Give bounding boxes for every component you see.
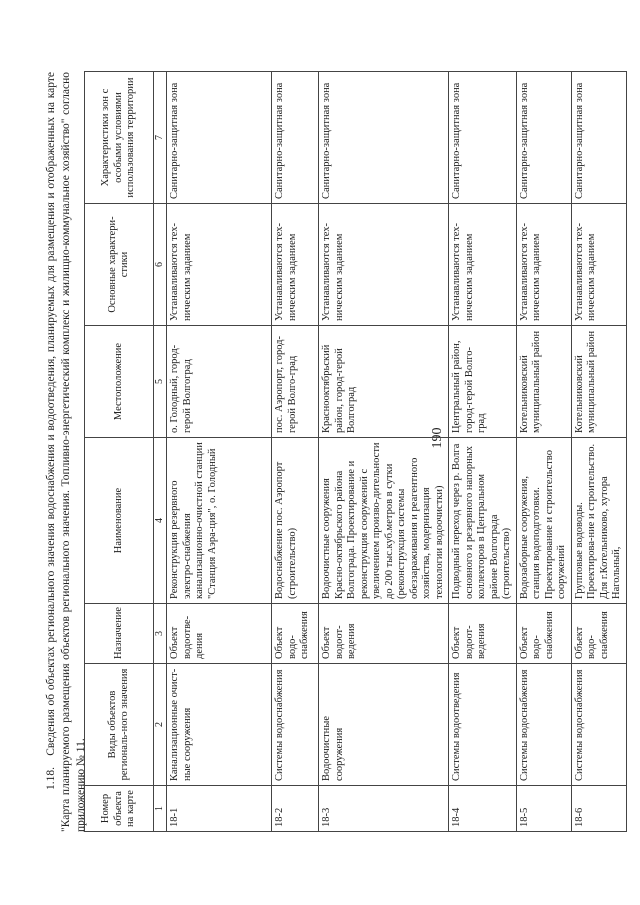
cell-name: Реконструкция резервного электро-снабжения канализационно-очистной станции "Станция Аэра-ция", о. Голодный [167, 438, 272, 604]
header-characteristics: Основные характери-стики [85, 204, 154, 326]
cell-object-number: 18-5 [516, 786, 571, 832]
cell-object-number: 18-2 [272, 786, 319, 832]
cell-purpose: Объект водоотве-дения [167, 604, 272, 664]
caption-number: 1.18. [45, 767, 57, 790]
cell-object-number: 18-6 [571, 786, 626, 832]
cell-location: Котельниковский муниципальный район [571, 326, 626, 438]
column-number: 2 [154, 664, 167, 786]
cell-purpose: Объект водоот-ведения [319, 604, 449, 664]
cell-purpose: Объект водоот-ведения [449, 604, 517, 664]
cell-characteristics: Устанавливаются тех-ническим заданием [319, 204, 449, 326]
cell-object-number: 18-1 [167, 786, 272, 832]
cell-characteristics: Устанавливаются тех-ническим заданием [571, 204, 626, 326]
table-row [571, 72, 626, 832]
cell-name: Подводный переход через р. Волга основного и резервного напорных коллекторов в Центральном районе Волгограда (строительство) [449, 438, 517, 604]
cell-name: Водозаборные сооружения, станция водоподготовки. Проектирование и строительство сооружений [516, 438, 571, 604]
cell-location: Котельниковский муниципальный район [516, 326, 571, 438]
section-caption [44, 72, 89, 832]
cell-characteristics: Устанавливаются тех-ническим заданием [516, 204, 571, 326]
table-row [319, 72, 449, 832]
header-object-number: Номер объекта на карте [85, 786, 154, 832]
table-row [167, 72, 272, 832]
cell-object-type: Системы водоснабжения [272, 664, 319, 786]
cell-location: о. Голодный, город-герой Волгоград [167, 326, 272, 438]
header-object-type: Виды объектов региональ-ного значения [85, 664, 154, 786]
cell-purpose: Объект водо-снабжения [571, 604, 626, 664]
cell-zones: Санитарно-защитная зона [516, 72, 571, 204]
header-zones: Характеристики зон с особыми условиями использования территории [85, 72, 154, 204]
cell-characteristics: Устанавливаются тех-ническим заданием [272, 204, 319, 326]
cell-characteristics: Устанавливаются тех-ническим заданием [449, 204, 517, 326]
cell-object-type: Системы водоснабжения [516, 664, 571, 786]
cell-name: Водоочистные сооружения Красно-октябрьского района Волгограда. Проектирование и реконструкция сооружений с увеличением произво-дительности до 200 тыс.куб.метров в сутки (реконструкция системы обеззараживания и реагентного хозяйства, модернизация технологии водоочистки) [319, 438, 449, 604]
header-name: Наименование [85, 438, 154, 604]
column-number: 3 [154, 604, 167, 664]
cell-object-type: Водоочистные сооружения [319, 664, 449, 786]
caption-text: Сведения об объектах регионального значения водоснабжения и водоотведения, планируемых для размещения и отображенных на карте "Карта планируемого размещения объектов регионального значения. Топливно-энергетический комплекс и жилищно-коммунальное хозяйство" согласно приложению № 11. [45, 72, 87, 832]
cell-location: пос. Аэропорт, город-герой Волго-град [272, 326, 319, 438]
page-number: 190 [430, 427, 445, 449]
cell-object-type: Системы водоснабжения [571, 664, 626, 786]
cell-zones: Санитарно-защитная зона [319, 72, 449, 204]
cell-zones: Санитарно-защитная зона [571, 72, 626, 204]
column-number-row [154, 72, 167, 832]
cell-zones: Санитарно-защитная зона [449, 72, 517, 204]
cell-location: Центральный район, город-герой Волго-град [449, 326, 517, 438]
cell-object-number: 18-3 [319, 786, 449, 832]
cell-location: Краснооктябрьский район, город-герой Волгоград [319, 326, 449, 438]
cell-object-type: Системы водоотведения [449, 664, 517, 786]
table-row [272, 72, 319, 832]
objects-table [84, 71, 627, 832]
table-row [449, 72, 517, 832]
cell-zones: Санитарно-защитная зона [272, 72, 319, 204]
cell-zones: Санитарно-защитная зона [167, 72, 272, 204]
column-number: 5 [154, 326, 167, 438]
column-number: 4 [154, 438, 167, 604]
header-purpose: Назначение [85, 604, 154, 664]
table-header-row [85, 72, 154, 832]
cell-name: Водоснабжение пос. Аэропорт (строительство) [272, 438, 319, 604]
column-number: 1 [154, 786, 167, 832]
table-row [516, 72, 571, 832]
rotated-page-content [40, 62, 622, 842]
column-number: 7 [154, 72, 167, 204]
cell-purpose: Объект водо-снабжения [516, 604, 571, 664]
header-location: Местоположение [85, 326, 154, 438]
cell-object-number: 18-4 [449, 786, 517, 832]
cell-characteristics: Устанавливаются тех-ническим заданием [167, 204, 272, 326]
cell-name: Групповые водоводы. Проектирова-ние и строительство. Для г.Котельниково, хутора Нагольный, [571, 438, 626, 604]
cell-purpose: Объект водо-снабжения [272, 604, 319, 664]
cell-object-type: Канализационные очист-ные сооружения [167, 664, 272, 786]
column-number: 6 [154, 204, 167, 326]
